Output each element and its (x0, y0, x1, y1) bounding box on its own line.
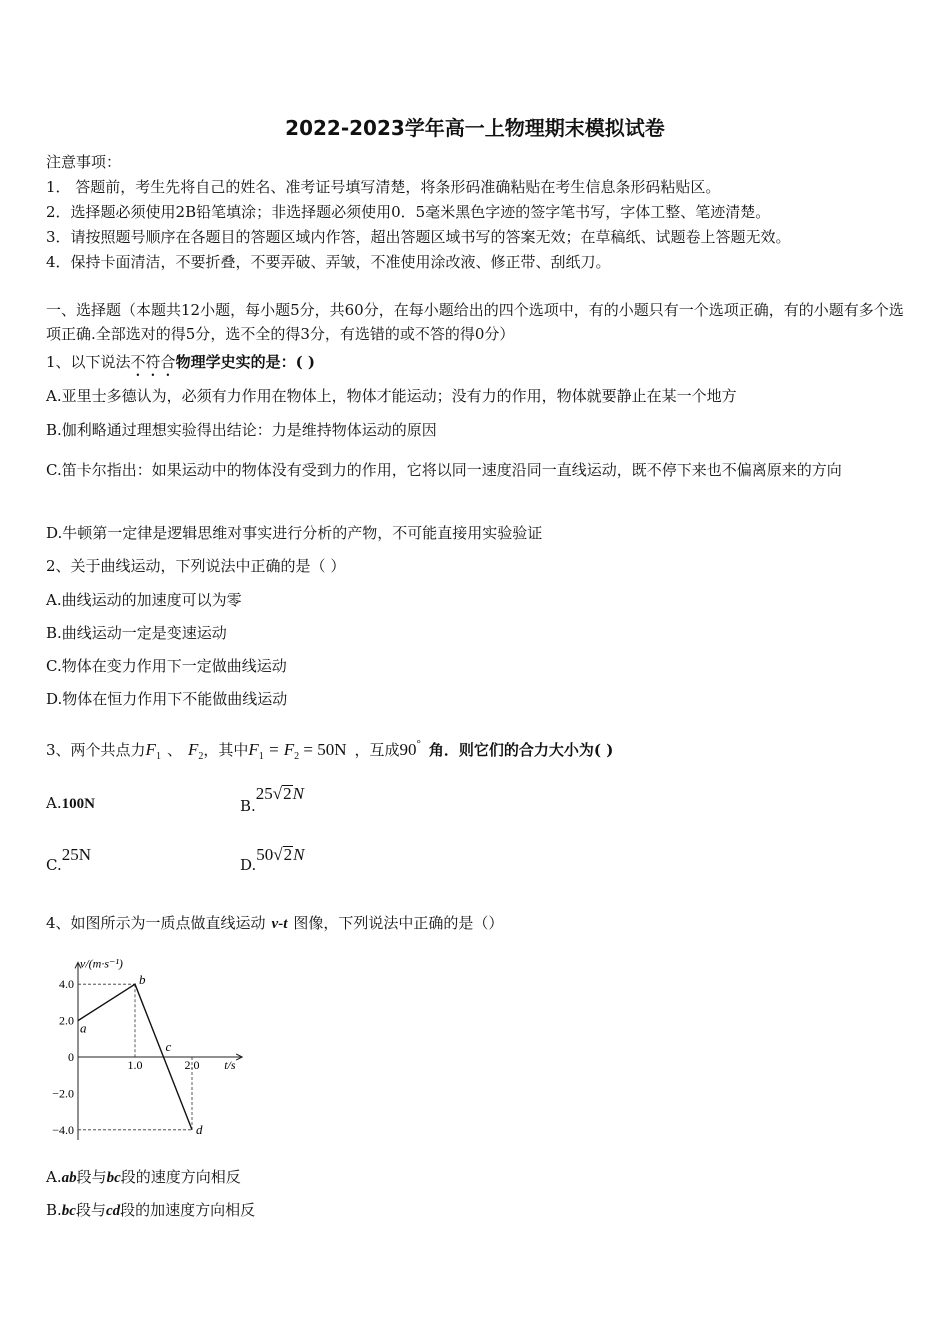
q4-stem-vt: v-t (271, 916, 288, 932)
q3-angle (400, 740, 421, 759)
point-label-a: a (80, 1020, 87, 1036)
q4-option-b-seg1: bc (61, 1203, 76, 1219)
y-tick-label: 4.0 (59, 977, 74, 992)
q3-option-b-value: 25√2N (255, 784, 304, 803)
q4-option-b-suffix: 段的加速度方向相反 (120, 1201, 256, 1219)
q3-eq-f1-sub: 1 (258, 751, 264, 762)
x-tick-label: 1.0 (127, 1058, 143, 1072)
q3-option-c (46, 845, 91, 874)
vt-graph-layer (52, 956, 242, 1140)
q4-option-a-seg1: ab (61, 1170, 77, 1186)
y-axis-label: v/(m·s⁻¹) (80, 956, 123, 971)
q3-force-1-subscript: 1 (155, 751, 161, 762)
q3-option-d (240, 845, 305, 874)
y-tick-label: 2.0 (59, 1013, 74, 1028)
vt-graph (40, 950, 250, 1140)
q1-stem (46, 352, 315, 380)
q3-option-d-value: 50√2N (256, 845, 305, 864)
page-title: 2022-2023学年高一上物理期末模拟试卷 (285, 116, 665, 140)
q2-option-b: B.曲线运动一定是变速运动 (46, 624, 227, 642)
point-label-d: d (196, 1121, 203, 1137)
q3-option-b-coef: 25 (255, 784, 273, 803)
q3-eq-f2: F (283, 740, 295, 759)
q3-option-b (240, 784, 304, 815)
q3-angle-degree: ° (416, 738, 421, 750)
q4-option-a-suffix: 段的速度方向相反 (120, 1168, 241, 1186)
q4-option-b-prefix: B. (46, 1201, 62, 1219)
q4-option-a (46, 1167, 241, 1188)
y-tick-label: −2.0 (52, 1086, 74, 1101)
q3-option-d-label: D. (240, 856, 257, 874)
q4-option-b-seg2: cd (105, 1203, 121, 1219)
notice-item-1: 1． 答题前，考生先将自己的姓名、准考证号填写清楚，将条形码准确粘贴在考生信息条形码粘贴区。 (46, 178, 721, 196)
section-header: 一、选择题（本题共12小题，每小题5分，共60分，在每小题给出的四个选项中，有的小题只有一个选项正确，有的小题有多个选项正确.全部选对的得5分，选不全的得3分，有选错的或不答的得0分） (46, 301, 904, 343)
q3-stem (46, 728, 613, 773)
q3-force-2-symbol: F (187, 740, 199, 759)
notice-heading: 注意事项： (46, 153, 122, 171)
q2-option-d: D.物体在恒力作用下不能做曲线运动 (46, 690, 288, 708)
q3-force-1-symbol: F (145, 740, 156, 759)
q4-option-b-mid: 段与 (75, 1201, 106, 1219)
q4-stem (46, 913, 503, 934)
q3-option-d-radicand: 2 (283, 845, 293, 864)
q2-option-c: C.物体在变力作用下一定做曲线运动 (46, 657, 287, 675)
q3-force-2 (187, 740, 204, 762)
q3-separator: 、 (166, 741, 182, 759)
q3-stem-middle: ，其中 (203, 741, 249, 759)
q1-stem-start: 1、以下说法 (46, 353, 131, 371)
q3-option-a-value: 100N (61, 796, 95, 812)
q4-option-a-seg2: bc (106, 1170, 121, 1186)
q1-option-b: B.伽利略通过理想实验得出结论：力是维持物体运动的原因 (46, 421, 437, 439)
q1-stem-end: 物理学史实的是：( ) (175, 353, 315, 371)
point-label-b: b (139, 972, 146, 988)
q3-eq-f2-sub: 2 (294, 751, 300, 762)
q3-option-b-unit: N (292, 784, 304, 803)
q3-stem-angle-text: ，互成 (354, 741, 400, 759)
notice-item-2: 2．选择题必须使用2B铅笔填涂；非选择题必须使用0．5毫米黑色字迹的签字笔书写，字体工整、笔迹清楚。 (46, 203, 771, 221)
q3-option-a (46, 794, 95, 813)
q4-stem-start: 4、如图所示为一质点做直线运动 (46, 914, 266, 932)
q3-option-d-coef: 50 (256, 845, 274, 864)
q4-option-b (46, 1200, 255, 1221)
q3-stem-end: 角．则它们的合力大小为( ) (428, 741, 614, 759)
q1-option-c: C.笛卡尔指出：如果运动中的物体没有受到力的作用，它将以同一速度沿同一直线运动，既不停下来也不偏离原来的方向 (46, 461, 842, 479)
q3-force-2-subscript: 2 (198, 751, 204, 762)
q2-option-a: A.曲线运动的加速度可以为零 (46, 591, 242, 609)
q2-stem: 2、关于曲线运动，下列说法中正确的是（ ） (46, 557, 346, 575)
q3-option-d-unit: N (293, 845, 305, 864)
q3-option-c-value: 25N (61, 845, 91, 864)
q3-eq-f1: F (248, 740, 259, 759)
y-tick-label: 0 (68, 1050, 74, 1064)
q4-option-a-mid: 段与 (76, 1168, 107, 1186)
q3-option-a-label: A. (46, 794, 62, 812)
q3-force-1 (145, 740, 161, 762)
point-label-c: c (165, 1039, 172, 1054)
q3-option-b-label: B. (240, 797, 256, 815)
q3-option-c-label: C. (46, 856, 62, 874)
y-tick-label: −4.0 (52, 1122, 74, 1137)
notice-item-4: 4．保持卡面清洁，不要折叠，不要弄破、弄皱，不准使用涂改液、修正带、刮纸刀。 (46, 253, 611, 271)
q3-stem-start: 3、两个共点力 (46, 741, 146, 759)
x-axis-label: t/s (224, 1058, 236, 1072)
q1-option-a: A.亚里士多德认为，必须有力作用在物体上，物体才能运动；没有力的作用，物体就要静止在某一个地方 (46, 387, 737, 405)
q1-option-d: D.牛顿第一定律是逻辑思维对事实进行分析的产物，不可能直接用实验验证 (46, 524, 543, 542)
q3-equation: $F_1 = F_2 = 50N$ (248, 740, 347, 762)
q4-stem-end: 图像，下列说法中正确的是（） (293, 914, 504, 932)
q4-option-a-prefix: A. (46, 1168, 62, 1186)
q1-stem-emphasis: 不符合 (130, 353, 176, 371)
q3-eq-value: = 50N (303, 740, 347, 759)
q3-angle-value: 90 (399, 740, 417, 759)
q3-option-b-radicand: 2 (283, 784, 292, 803)
x-tick-label: 2.0 (184, 1058, 200, 1072)
notice-item-3: 3．请按照题号顺序在各题目的答题区域内作答，超出答题区域书写的答案无效；在草稿纸、试题卷上答题无效。 (46, 228, 791, 246)
